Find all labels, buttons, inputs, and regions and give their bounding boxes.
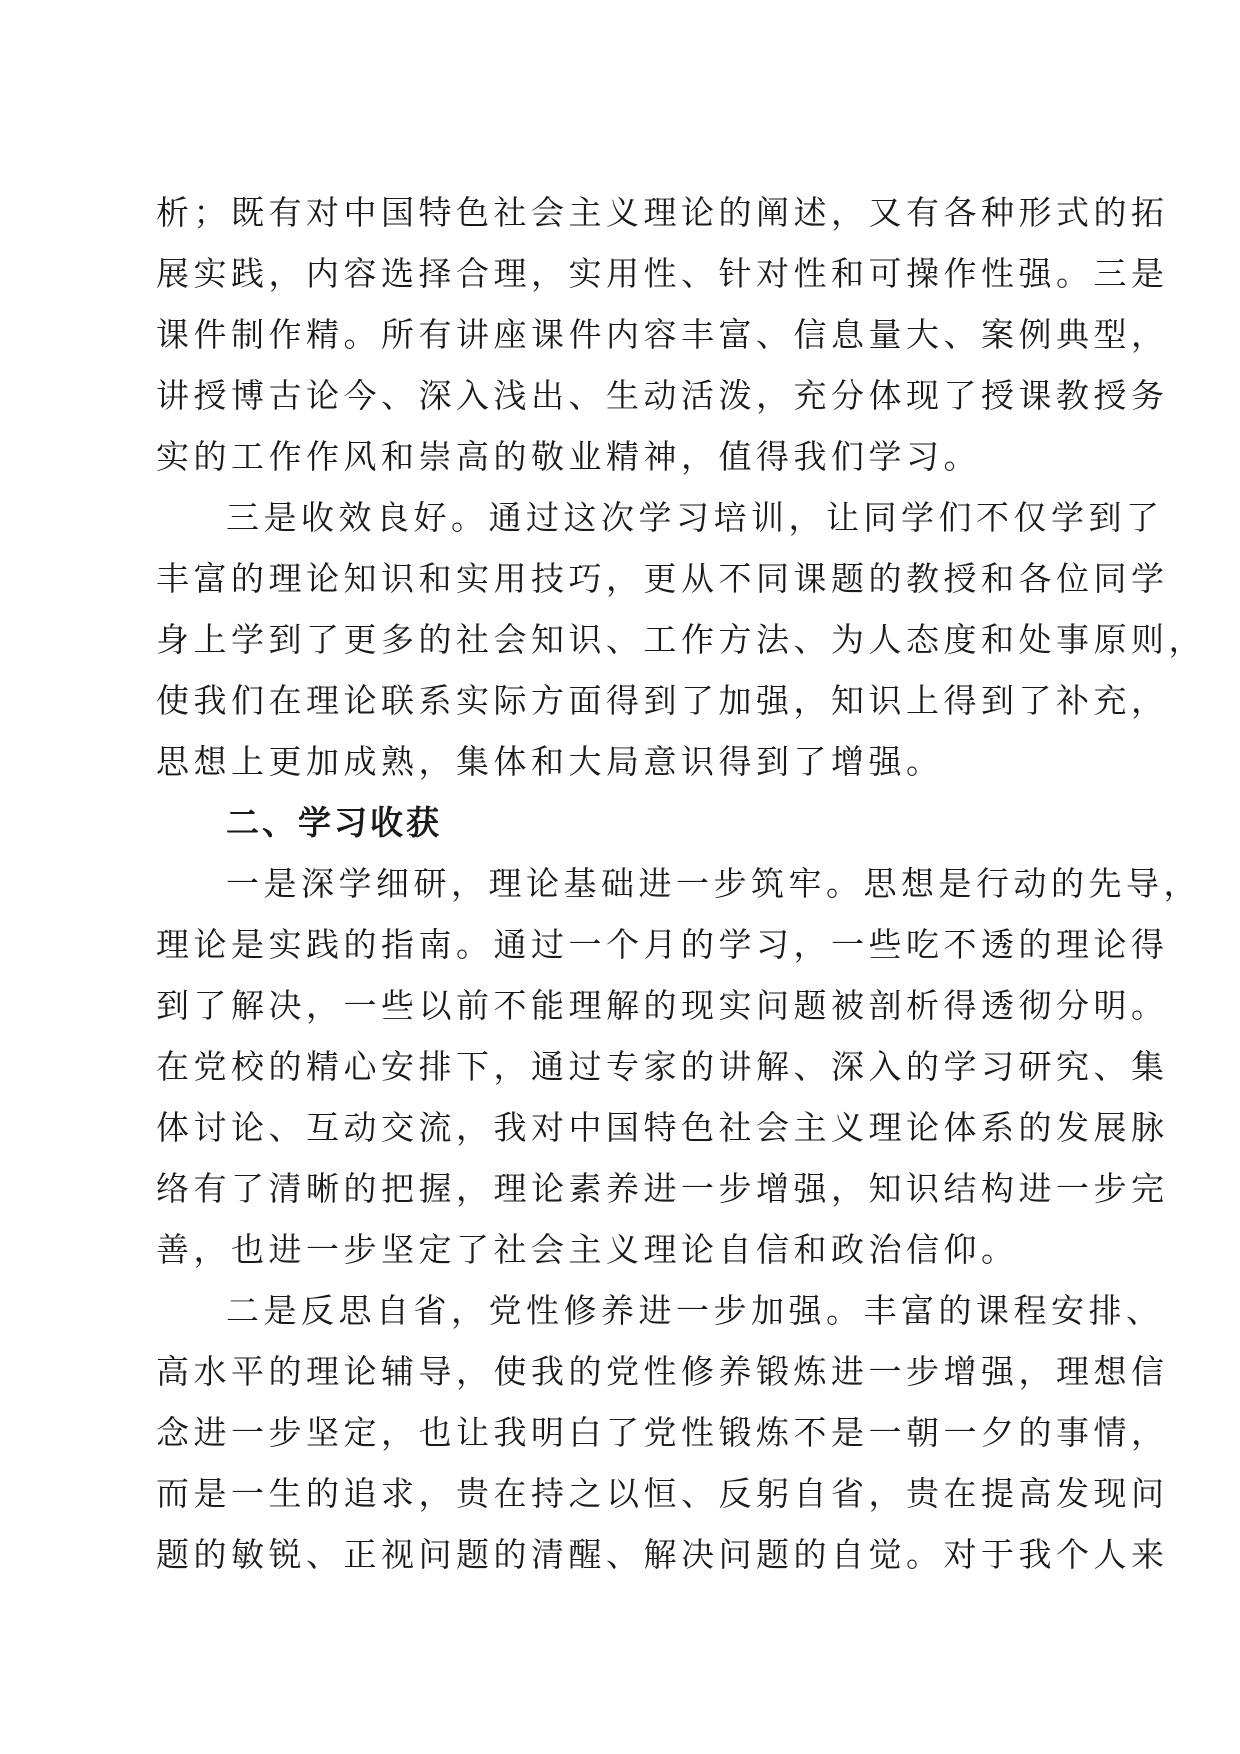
- text-line: 身上学到了更多的社会知识、工作方法、为人态度和处事原则，: [156, 620, 1206, 659]
- text-line: 使我们在理论联系实际方面得到了加强，知识上得到了补充，: [156, 681, 1169, 720]
- text-line: 善，也进一步坚定了社会主义理论自信和政治信仰。: [156, 1230, 1019, 1269]
- text-line: 三是收效良好。通过这次学习培训，让同学们不仅学到了: [226, 498, 1164, 537]
- text-line: 一是深学细研，理论基础进一步筑牢。思想是行动的先导，: [226, 864, 1201, 903]
- section-heading: 二、学习收获: [226, 803, 442, 842]
- text-line: 讲授博古论今、深入浅出、生动活泼，充分体现了授课教授务: [156, 376, 1169, 415]
- text-line: 二是反思自省，党性修养进一步加强。丰富的课程安排、: [226, 1291, 1164, 1330]
- text-line: 在党校的精心安排下，通过专家的讲解、深入的学习研究、集: [156, 1047, 1169, 1086]
- text-line: 析；既有对中国特色社会主义理论的阐述，又有各种形式的拓: [156, 193, 1169, 232]
- text-line: 高水平的理论辅导，使我的党性修养锻炼进一步增强，理想信: [156, 1352, 1169, 1391]
- text-line: 丰富的理论知识和实用技巧，更从不同课题的教授和各位同学: [156, 559, 1169, 598]
- text-line: 理论是实践的指南。通过一个月的学习，一些吃不透的理论得: [156, 925, 1169, 964]
- text-line: 而是一生的追求，贵在持之以恒、反躬自省，贵在提高发现问: [156, 1474, 1169, 1513]
- text-line: 络有了清晰的把握，理论素养进一步增强，知识结构进一步完: [156, 1169, 1169, 1208]
- text-line: 展实践，内容选择合理，实用性、针对性和可操作性强。三是: [156, 254, 1169, 293]
- document-page: [156, 182, 1206, 1585]
- text-line: 到了解决，一些以前不能理解的现实问题被剖析得透彻分明。: [156, 986, 1169, 1025]
- text-line: 实的工作作风和崇高的敬业精神，值得我们学习。: [156, 437, 981, 476]
- text-line: 念进一步坚定，也让我明白了党性锻炼不是一朝一夕的事情，: [156, 1413, 1169, 1452]
- text-line: 课件制作精。所有讲座课件内容丰富、信息量大、案例典型，: [156, 315, 1169, 354]
- text-line: 题的敏锐、正视问题的清醒、解决问题的自觉。对于我个人来: [156, 1535, 1169, 1574]
- text-line: 体讨论、互动交流，我对中国特色社会主义理论体系的发展脉: [156, 1108, 1169, 1147]
- text-line: 思想上更加成熟，集体和大局意识得到了增强。: [156, 742, 944, 781]
